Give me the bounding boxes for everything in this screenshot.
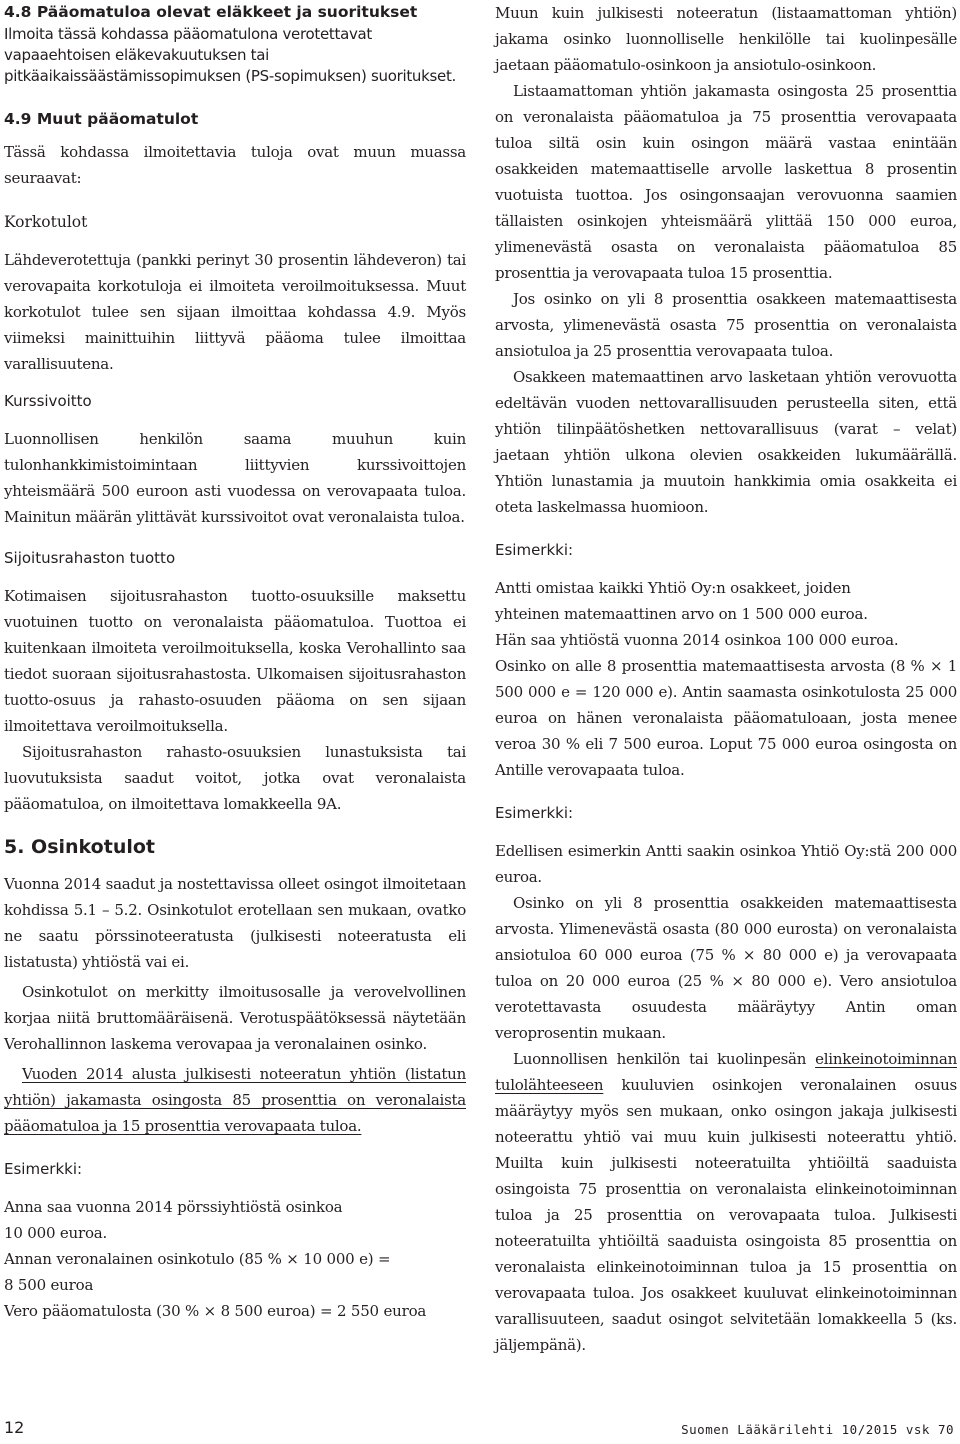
section-4-9-intro: Tässä kohdassa ilmoitettavia tuloja ovat muun muassa seuraavat: — [4, 143, 466, 187]
example-heading-antti-2: Esimerkki: — [495, 804, 574, 822]
example-anna-lines — [4, 1194, 466, 1324]
paragraph-text: Luonnollisen henkilön tai kuolinpesän — [513, 1050, 816, 1068]
sijoitusrahasto-paragraph-1: Kotimaisen sijoitusrahaston tuotto-osuuksille maksettu vuotuinen tuotto on veronalaista pääomatuloa. Tuottoa ei kuitenkaan ilmoiteta veroilmoituksella, koska Verohallinto saa tiedot suoraan sijoitusrahastosta. Ulkomaisen sijoitusrahaston tuotto-osuus ja rahasto-osuuden pääoma on sen sijaan ilmoitettava veroilmoituksella. — [4, 587, 466, 735]
elinkeinotoiminta-term: elinkeinotoiminnan tulolähteeseen — [495, 1050, 957, 1094]
section-5-title: 5. Osinkotulot — [4, 836, 155, 858]
right-column — [495, 0, 957, 1358]
listaamaton-paragraph-1: Muun kuin julkisesti noteeratun (listaamattoman yhtiön) jakama osinko luonnolliselle henkilölle tai kuolinpesälle jaetaan pääomatulo-osinkoon ja ansiotulo-osinkoon. — [495, 4, 957, 74]
example-heading-anna: Esimerkki: — [4, 1160, 83, 1178]
example-antti-2-paragraph-2: Osinko on yli 8 prosenttia osakkeiden matemaattisesta arvosta. Ylimenevästä osasta (80 000 eurosta) on veronalaista ansiotuloa 60 000 euroa (75 % × 80 000 e) ja verovapaata tuloa on 20 000 euroa (25 % × 80 000 e). Vero ansiotuloa verotettavasta osuudesta määräytyy Antin oman veroprosentin mukaan. — [495, 894, 957, 1042]
listaamaton-paragraph-2: Listaamattoman yhtiön jakamasta osingosta 25 prosenttia on veronalaista pääomatuloa ja 75 prosenttia verovapaata tuloa siltä osin kuin osingon määrä vastaa enintään osakkeiden matemaattiselle arvolle laskettua 8 prosentin vuotuista tuottoa. Jos osingonsaajan verovuonna saamien tällaisten osinkojen yhteismäärä ylittää 150 000 euroa, ylimenevästä osasta on veronalaista pääomatuloa 85 prosenttia ja verovapaata tuloa 15 prosenttia. — [495, 82, 957, 282]
example-line: Annan veronalainen osinkotulo (85 % × 10 000 e) = — [4, 1250, 391, 1268]
example-heading-antti-1: Esimerkki: — [495, 541, 574, 559]
section-4-8-title: 4.8 Pääomatuloa olevat eläkkeet ja suoritukset — [4, 3, 418, 21]
publication-footer: Suomen Lääkärilehti 10/2015 vsk 70 — [681, 1422, 954, 1437]
page-number: 12 — [4, 1418, 25, 1437]
example-antti-2-paragraph-1: Edellisen esimerkin Antti saakin osinkoa Yhtiö Oy:stä 200 000 euroa. — [495, 842, 957, 886]
korkotulot-heading: Korkotulot — [4, 213, 88, 231]
korkotulot-paragraph: Lähdeverotettuja (pankki perinyt 30 prosentin lähdeveron) tai verovapaita korkotuloja ei ilmoiteta veroilmoituksessa. Muut korkotulot tulee sen sijaan ilmoittaa kohdassa 4.9. Myös viimeksi mainittuihin liittyvä pääoma tulee ilmoittaa varallisuutena. — [4, 251, 466, 373]
section-4-8-body: Ilmoita tässä kohdassa pääomatulona verotettavat vapaaehtoisen eläkevakuutuksen tai pitkäaikaissäästämissopimuksen (PS-sopimuksen) suoritukset. — [4, 25, 457, 85]
section-4-9-title: 4.9 Muut pääomatulot — [4, 110, 199, 128]
matemaattinen-arvo-paragraph: Osakkeen matemaattinen arvo lasketaan yhtiön verovuotta edeltävän vuoden nettovarallisuuden perusteella siten, että yhtiön tilinpäätöshetken nettovarallisuus (varat – velat) jaetaan yhtiön ulkona olevien osakkeiden lukumäärällä. Yhtiön lunastamia ja muutoin hankkimia omia osakkeita ei oteta laskelmassa huomioon. — [495, 368, 957, 516]
paragraph-text: kuuluvien osinkojen veronalainen osuus määräytyy myös sen mukaan, onko osingon jakaja julkisesti noteerattu yhtiö vai muu kuin julkisesti noteerattu yhtiö. Muilta kuin julkisesti noteeratuilta yhtiöiltä saaduista osingoista 75 prosenttia on veronalaista elinkeinotoiminnan tuloa ja 25 prosenttia on verovapaata tuloa. Julkisesti noteeratuilta yhtiöiltä saaduista osingoista 85 prosenttia on veronalaista elinkeinotoiminnan tuloa ja 15 prosenttia on verovapaata tuloa. Jos osakkeet kuuluvat elinkeinotoiminnan varallisuuteen, saadut osingot selvitetään lomakkeella 5 (ks. jäljempänä). — [495, 1076, 957, 1354]
kurssivoitto-paragraph: Luonnollisen henkilön saama muuhun kuin tulonhankkimistoimintaan liittyvien kurssivoittojen yhteismäärä 500 euroon asti vuodessa on verovapaata tuloa. Mainitun määrän ylittävät kurssivoitot ovat veronalaista tuloa. — [4, 430, 466, 526]
osinkotulot-paragraph-2: Osinkotulot on merkitty ilmoitusosalle ja verovelvollinen korjaa niitä bruttomääräisenä. Verotuspäätöksessä näytetään Verohallinnon laskema verovapaa ja veronalainen osinko. — [4, 983, 466, 1053]
example-line: Anna saa vuonna 2014 pörssiyhtiöstä osinkoa — [4, 1198, 343, 1216]
osinkotulot-paragraph-3: Vuoden 2014 alusta julkisesti noteeratun yhtiön (listatun yhtiön) jakamasta osingosta 85 prosenttia on veronalaista pääomatuloa ja 15 prosenttia verovapaata tuloa. — [4, 1065, 466, 1135]
elinkeinotoiminta-paragraph — [495, 1046, 957, 1358]
listaamaton-paragraph-3: Jos osinko on yli 8 prosenttia osakkeen matemaattisesta arvosta, ylimenevästä osasta 75 prosenttia on veronalaista ansiotuloa ja 25 prosenttia verovapaata tuloa. — [495, 290, 957, 360]
left-column — [4, 0, 466, 1324]
example-line: Vero pääomatulosta (30 % × 8 500 euroa) = 2 550 euroa — [4, 1302, 427, 1320]
osinkotulot-paragraph-1: Vuonna 2014 saadut ja nostettavissa olleet osingot ilmoitetaan kohdissa 5.1 – 5.2. Osinkotulot erotellaan sen mukaan, ovatko ne saatu pörssinoteeratusta (julkisesti noteeratusta eli listatusta) yhtiöstä vai ei. — [4, 875, 466, 971]
example-line: 8 500 euroa — [4, 1276, 94, 1294]
sijoitusrahasto-paragraph-2: Sijoitusrahaston rahasto-osuuksien lunastuksista tai luovutuksista saadut voitot, jotka ovat veronalaista pääomatuloa, on ilmoitettava lomakkeella 9A. — [4, 743, 466, 813]
example-line: yhteinen matemaattinen arvo on 1 500 000 euroa. — [495, 605, 868, 623]
sijoitusrahasto-heading: Sijoitusrahaston tuotto — [4, 549, 176, 567]
kurssivoitto-heading: Kurssivoitto — [4, 392, 92, 410]
example-antti-1-paragraph: Osinko on alle 8 prosenttia matemaattisesta arvosta (8 % × 1 500 000 e = 120 000 e). Antin saamasta osinkotulosta 25 000 euroa on hänen veronalaista pääomatuloaan, josta menee veroa 30 % eli 7 500 euroa. Loput 75 000 euroa osingosta on Antille verovapaata tuloa. — [495, 657, 957, 779]
example-line: Hän saa yhtiöstä vuonna 2014 osinkoa 100 000 euroa. — [495, 631, 899, 649]
example-line: Antti omistaa kaikki Yhtiö Oy:n osakkeet, joiden — [495, 579, 851, 597]
example-line: 10 000 euroa. — [4, 1224, 108, 1242]
